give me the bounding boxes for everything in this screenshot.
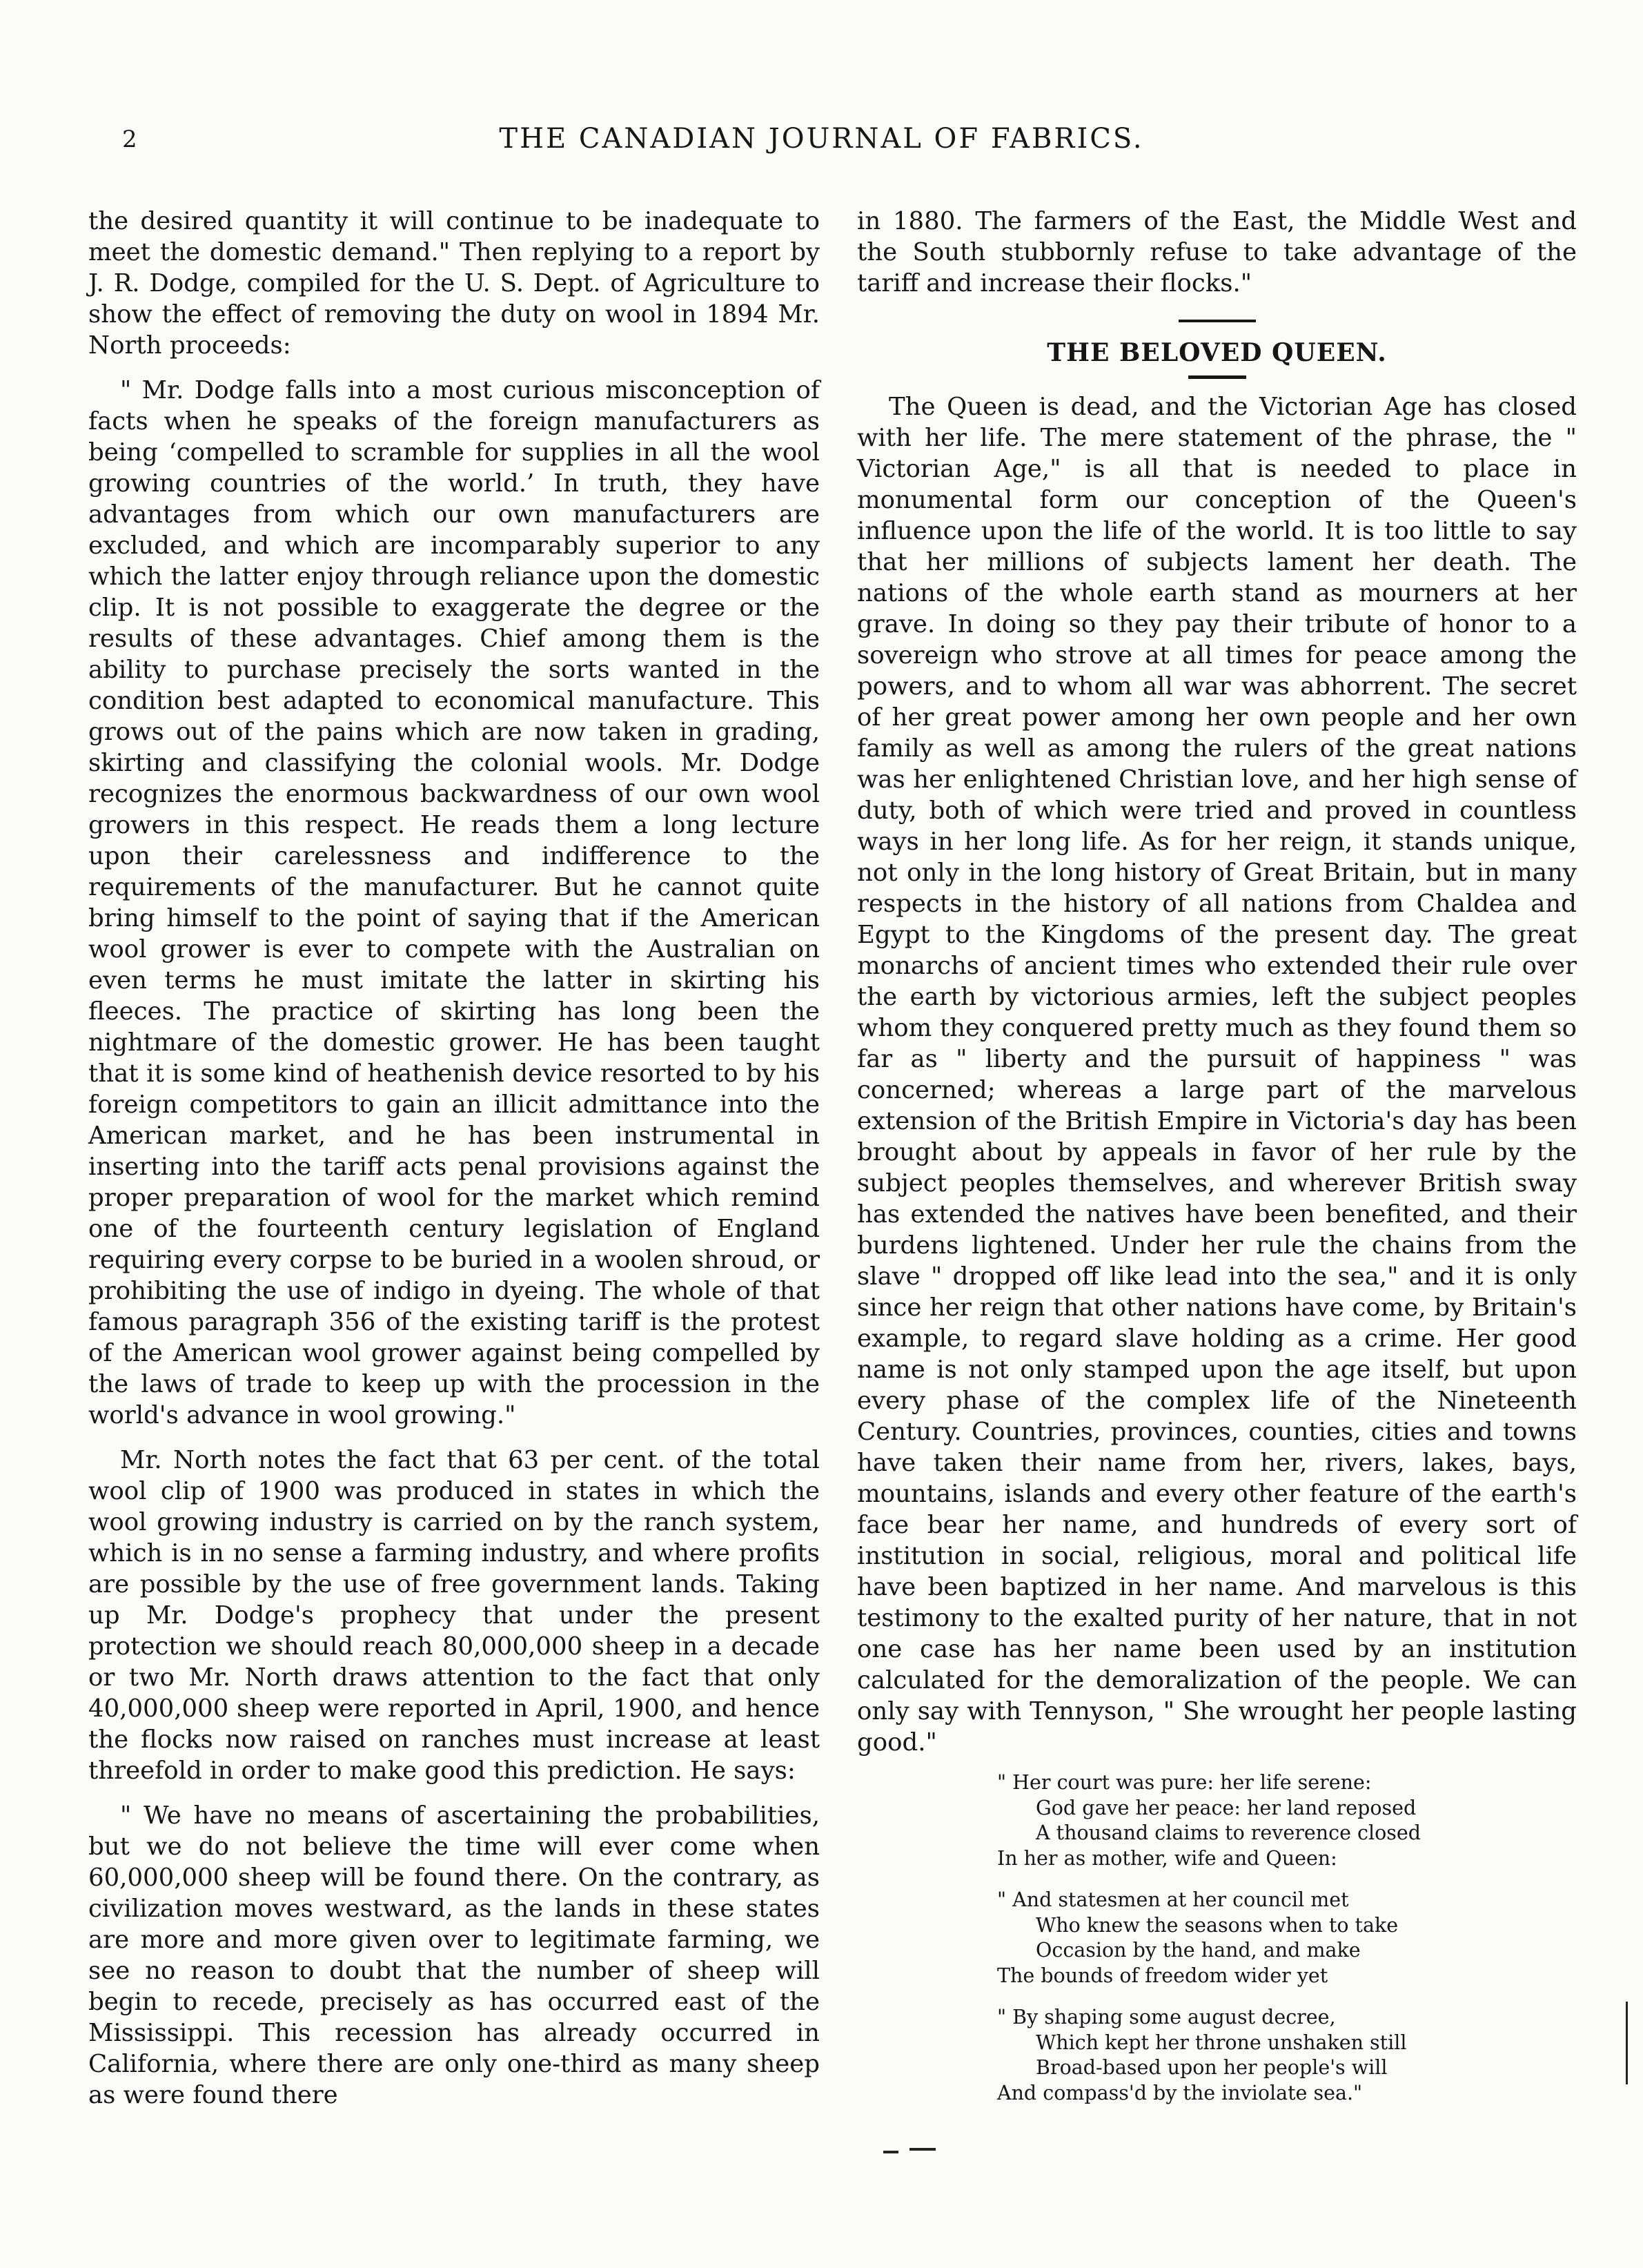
paragraph: " We have no means of ascertaining the probabilities, but we do not believe the time will ever come when 60,000,000 sheep will be found there. On the contrary, as civilization moves westward, as the lands in these states are more and more given over to legitimate farming, we see no reason to doubt that the number of sheep will begin to recede, precisely as has occurred east of the Mississippi. This recession has already occurred in California, where there are only one-third as many sheep as were found there: [88, 1801, 820, 2109]
poem-line: And compass'd by the inviolate sea.": [997, 2081, 1363, 2104]
scan-mark: [883, 2151, 898, 2153]
page-number: 2: [122, 126, 137, 153]
poem-line: God gave her peace: her land reposed: [1036, 1796, 1417, 1819]
heading-rule: [1188, 375, 1246, 379]
section-rule: [1179, 320, 1256, 322]
poem-quotation: [997, 1770, 1577, 2106]
paragraph: Mr. North notes the fact that 63 per cent. of the total wool clip of 1900 was produced in states in which the wool growing industry is carried on by the ranch system, which is in no sense a farming industry, and where profits are possible by the use of free government lands. Taking up Mr. Dodge's prophecy that under the present protection we should reach 80,000,000 sheep in a decade or two Mr. North draws attention to the fact that only 40,000,000 sheep were reported in April, 1900, and hence the flocks now raised on ranches must increase at least threefold in order to make good this prediction. He says:: [88, 1446, 820, 1785]
left-column: [88, 206, 820, 2111]
poem-line: The bounds of freedom wider yet: [997, 1964, 1328, 1987]
poem-stanza: [997, 1770, 1577, 1871]
article-body: The Queen is dead, and the Victorian Age has closed with her life. The mere statement of the phrase, the " Victorian Age," is all that is needed to place in monumental form our conception of the Queen's influence upon the life of the world. It is too little to say that her millions of subjects lament her death. The nations of the whole earth stand as mourners at her grave. In doing so they pay their tribute of honor to a sovereign who strove at all times for peace among the powers, and to whom all war was abhorrent. The secret of her great power among her own people and her own family as well as among the rulers of the great nations was her enlightened Christian love, and her high sense of duty, both of which were tried and proved in countless ways in her long life. As for her reign, it stands unique, not only in the long history of Great Britain, but in many respects in the history of all nations from Chaldea and Egypt to the Kingdoms of the present day. The great monarchs of ancient times who extended their rule over the earth by victorious armies, left the subject peoples whom they conquered pretty much as they found them so far as " liberty and the pursuit of happiness " was concerned; whereas a large part of the marvelous extension of the British Empire in Victoria's day has been brought about by appeals in favor of her rule by the subject peoples themselves, and wherever British sway has extended the natives have been benefited, and their burdens lightened. Under her rule the chains from the slave " dropped off like lead into the sea," and it is only since her reign that other nations have come, by Britain's example, to regard slave holding as a crime. Her good name is not only stamped upon the age itself, but upon every phase of the complex life of the Nineteenth Century. Countries, provinces, counties, cities and towns have taken their name from her, rivers, lakes, bays, mountains, islands and every other feature of the earth's face bear her name, and hundreds of every sort of institution in social, religious, moral and political life have been baptized in her name. And marvelous is this testimony to the exalted purity of her nature, that in not one case has her name been used by an institution calculated for the demoralization of the people. We can only say with Tennyson, " She wrought her people lasting good.": [857, 393, 1577, 1757]
poem-line: Who knew the seasons when to take: [1036, 1913, 1399, 1937]
paragraph: in 1880. The farmers of the East, the Middle West and the South stubbornly refuse to take advantage of the tariff and increase their flocks.": [857, 207, 1577, 297]
poem-stanza: [997, 2005, 1577, 2106]
article-heading: THE BELOVED QUEEN.: [1047, 338, 1387, 367]
poem-line: Broad-based upon her people's will: [1036, 2056, 1388, 2079]
right-column: [857, 206, 1577, 2122]
poem-line: In her as mother, wife and Queen:: [997, 1846, 1337, 1870]
scan-mark: [909, 2148, 936, 2151]
poem-line: Which kept her throne unshaken still: [1036, 2031, 1407, 2054]
poem-line: A thousand claims to reverence closed: [1036, 1821, 1421, 1844]
poem-stanza: [997, 1888, 1577, 1988]
paragraph: the desired quantity it will continue to be inadequate to meet the domestic demand." Then replying to a report by J. R. Dodge, compiled for the U. S. Dept. of Agriculture to show the effect of removing the duty on wool in 1894 Mr. North proceeds:: [88, 207, 820, 360]
poem-line: " And statesmen at her council met: [997, 1888, 1349, 1911]
poem-line: " Her court was pure: her life serene:: [997, 1771, 1372, 1794]
poem-line: Occasion by the hand, and make: [1036, 1939, 1361, 1962]
poem-line: " By shaping some august decree,: [997, 2006, 1336, 2029]
paragraph: " Mr. Dodge falls into a most curious misconception of facts when he speaks of the foreign manufacturers as being ‘compelled to scramble for supplies in all the wool growing countries of the world.’ In truth, they have advantages from which our own manufacturers are excluded, and which are incomparably superior to any which the latter enjoy through reliance upon the domestic clip. It is not possible to exaggerate the degree or the results of these advantages. Chief among them is the ability to purchase precisely the sorts wanted in the condition best adapted to economical manufacture. This grows out of the pains which are now taken in grading, skirting and classifying the colonial wools. Mr. Dodge recognizes the enormous backwardness of our own wool growers in this respect. He reads them a long lecture upon their carelessness and indifference to the requirements of the manufacturer. But he cannot quite bring himself to the point of saying that if the American wool grower is ever to compete with the Australian on even terms he must imitate the latter in skirting his fleeces. The practice of skirting has long been the nightmare of the domestic grower. He has been taught that it is some kind of heathenish device resorted to by his foreign competitors to gain an illicit admittance into the American market, and he has been instrumental in inserting into the tariff acts penal provisions against the proper preparation of wool for the market which remind one of the fourteenth century legislation of England requiring every corpse to be buried in a woolen shroud, or prohibiting the use of indigo in dyeing. The whole of that famous paragraph 356 of the existing tariff is the protest of the American wool grower against being compelled by the laws of trade to keep up with the procession in the world's advance in wool growing.": [88, 376, 820, 1429]
margin-scan-mark: [1626, 2002, 1628, 2084]
running-head: THE CANADIAN JOURNAL OF FABRICS.: [499, 123, 1144, 155]
